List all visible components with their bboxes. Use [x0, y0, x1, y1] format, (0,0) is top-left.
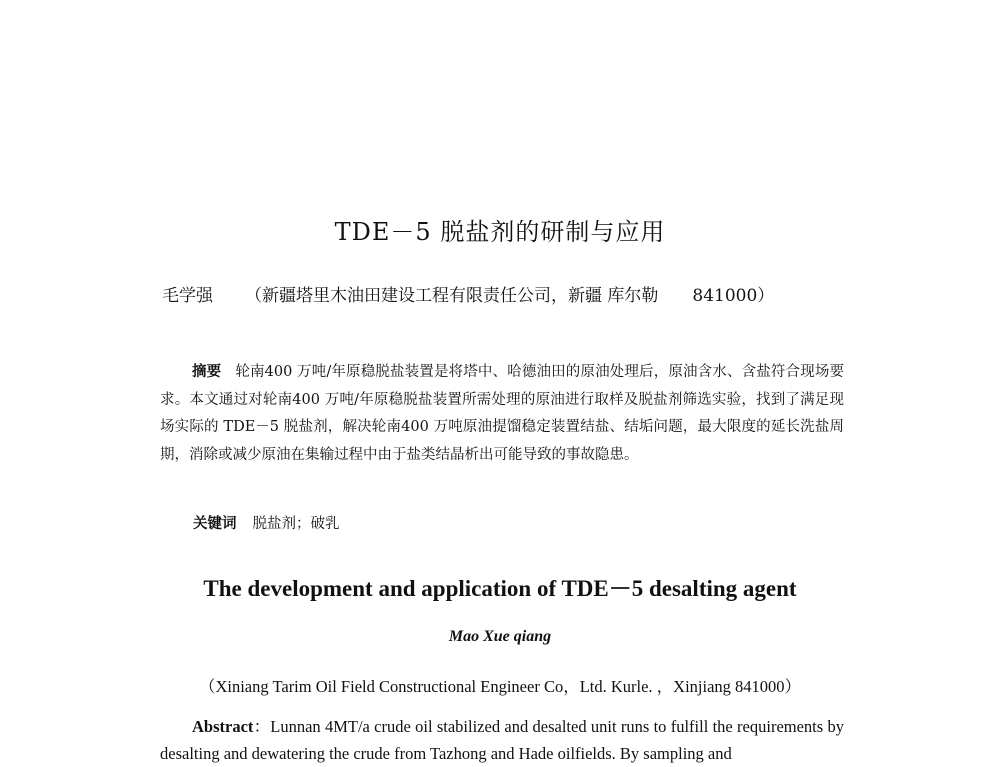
abstract-text-en: ：Lunnan 4MT/a crude oil stabilized and desalted unit runs to fulfill the requirements by desalting and dewatering the crude from Tazhong and Hade oilfields. By sampling and	[160, 717, 844, 763]
paper-title-cn: TDE－5 脱盐剂的研制与应用	[334, 218, 666, 246]
paper-title-en: The development and application of TDE－5 desalting agent	[203, 576, 797, 601]
abstract-en	[160, 713, 844, 767]
author-name-en: Mao Xue qiang	[448, 628, 552, 645]
affiliation-en: （Xiniang Tarim Oil Field Constructional Engineer Co，Ltd. Kurle. ，Xinjiang 841000）	[198, 677, 802, 696]
keywords-label-cn: 关键词	[193, 515, 237, 532]
keywords-cn	[193, 512, 340, 533]
author-affiliation-line-cn	[162, 281, 774, 306]
author-name-cn: 毛学强	[162, 286, 213, 306]
affiliation-cn: （新疆塔里木油田建设工程有限责任公司，新疆 库尔勒	[245, 286, 659, 306]
abstract-label-cn: 摘要	[192, 363, 222, 380]
abstract-text-cn: 轮南400 万吨/年原稳脱盐装置是将塔中、哈德油田的原油处理后，原油含水、含盐符合现场要求。本文通过对轮南400 万吨/年原稳脱盐装置所需处理的原油进行取样及脱盐剂筛选实验，找到了满足现场实际的 TDE－5 脱盐剂，解决轮南400 万吨原油提馏稳定装置结盐、结垢问题，最大限度的延长洗盐周期，消除或减少原油在集输过程中由于盐类结晶析出可能导致的事故隐患。	[160, 364, 845, 463]
abstract-label-en: Abstract	[192, 717, 254, 736]
keywords-text-cn: 脱盐剂；破乳	[252, 516, 340, 532]
abstract-cn	[160, 358, 844, 469]
postcode-cn: 841000）	[692, 286, 775, 306]
